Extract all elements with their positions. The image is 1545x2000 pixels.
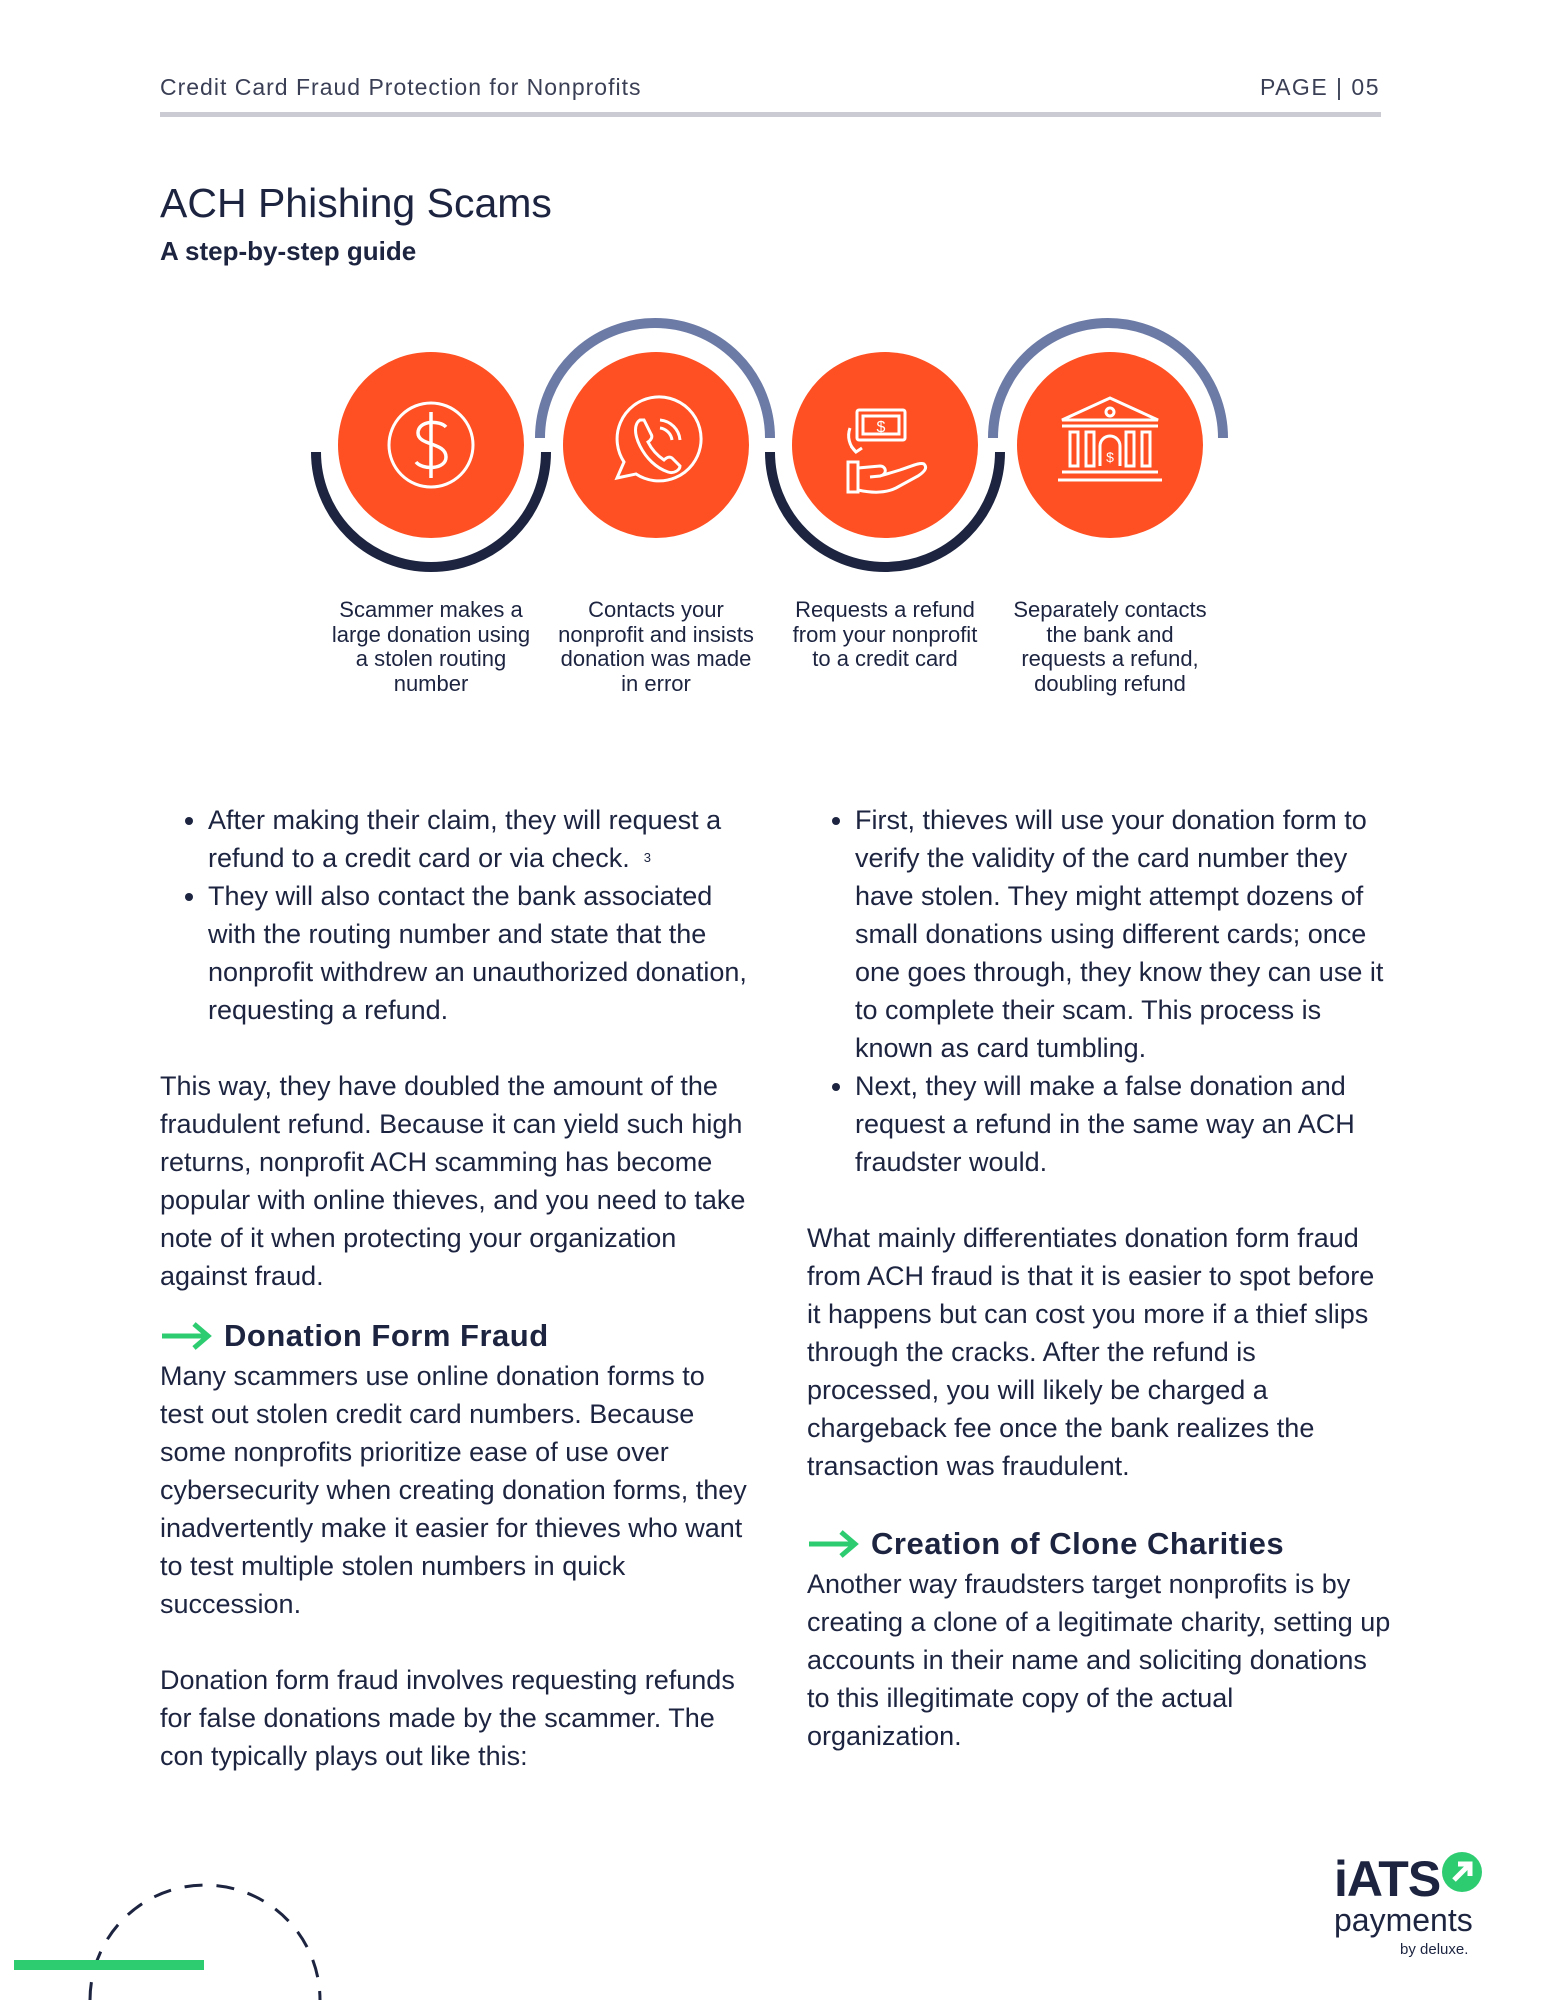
step-4-circle (1017, 352, 1203, 538)
paragraph: Many scammers use online donation forms to test out stolen credit card numbers. Because some nonprofits prioritize ease of use over cybersecurity when creating donation forms, they inadvertently make it easier for thieves who want to test multiple stolen numbers in quick succession. (160, 1361, 747, 1619)
page-number: PAGE | 05 (1259, 74, 1380, 100)
list-item: • Next, they will make a false donation and request a refund in the same way an ACH fraudster would. (855, 1067, 1392, 1181)
step-3-label: Requests a refund from your nonprofit to a credit card (792, 597, 978, 671)
list-item: • They will also contact the bank associated with the routing number and state that the nonprofit withdrew an unauthorized donation, requesting a refund. (208, 877, 750, 1029)
iats-logo (1330, 1850, 1490, 1960)
right-bullet-list (807, 801, 1392, 1181)
logo-line2: payments (1334, 1902, 1473, 1938)
page-title: ACH Phishing Scams (160, 180, 552, 226)
step-2-label: Contacts your nonprofit and insists donation was made in error (558, 597, 754, 696)
step-4-label: Separately contacts the bank and requests a refund, doubling refund (1013, 597, 1207, 696)
paragraph: Donation form fraud involves requesting refunds for false donations made by the scammer. The con typically plays out like this: (160, 1665, 735, 1771)
logo-brand: iATS (1334, 1851, 1441, 1907)
paragraph: This way, they have doubled the amount of the fraudulent refund. Because it can yield such high returns, nonprofit ACH scamming has become popular with online thieves, and you need to take note of it when protecting your organization against fraud. (160, 1071, 746, 1291)
left-bullet-list (160, 801, 750, 1029)
list-item: • After making their claim, they will request a refund to a credit card or via check. $^3$ (208, 801, 750, 877)
svg-text:$: $ (876, 419, 886, 436)
arrow-up-right-icon (1440, 1850, 1484, 1894)
step-3-circle (792, 352, 978, 538)
left-column (160, 801, 750, 1775)
paragraph: Another way fraudsters target nonprofits is by creating a clone of a legitimate charity, setting up accounts in their name and soliciting donations to this illegitimate copy of the actual organization. (807, 1569, 1391, 1751)
list-item: • First, thieves will use your donation form to verify the validity of the card number they have stolen. They might attempt dozens of small donations using different cards; once one goes through, they know they can use it to complete their scam. This process is known as card tumbling. (855, 801, 1392, 1067)
step-1-label: Scammer makes a large donation using a stolen routing number (331, 597, 531, 696)
document-title: Credit Card Fraud Protection for Nonprofits (160, 74, 642, 100)
section-title: Donation Form Fraud (224, 1318, 549, 1353)
right-column (807, 801, 1392, 1755)
footnote-marker: 3 (643, 850, 651, 865)
section-heading-clone-charities (807, 1523, 1392, 1565)
section-heading-donation-form-fraud (160, 1315, 750, 1357)
step-2-circle (563, 352, 749, 538)
section-title: Creation of Clone Charities (871, 1526, 1285, 1561)
svg-text:$: $ (1106, 449, 1114, 465)
process-diagram (0, 0, 1545, 740)
arrow-right-icon (160, 1321, 212, 1351)
paragraph: What mainly differentiates donation form fraud from ACH fraud is that it is easier to spot before it happens but can cost you more if a thief slips through the cracks. After the refund is processed, you will likely be charged a chargeback fee once the bank realizes the transaction was fraudulent. (807, 1223, 1375, 1481)
arrow-right-icon (807, 1529, 859, 1559)
logo-line3: by deluxe. (1400, 1941, 1469, 1958)
page-subtitle: A step-by-step guide (160, 236, 417, 266)
decorative-dashed-arc (0, 1880, 340, 2000)
